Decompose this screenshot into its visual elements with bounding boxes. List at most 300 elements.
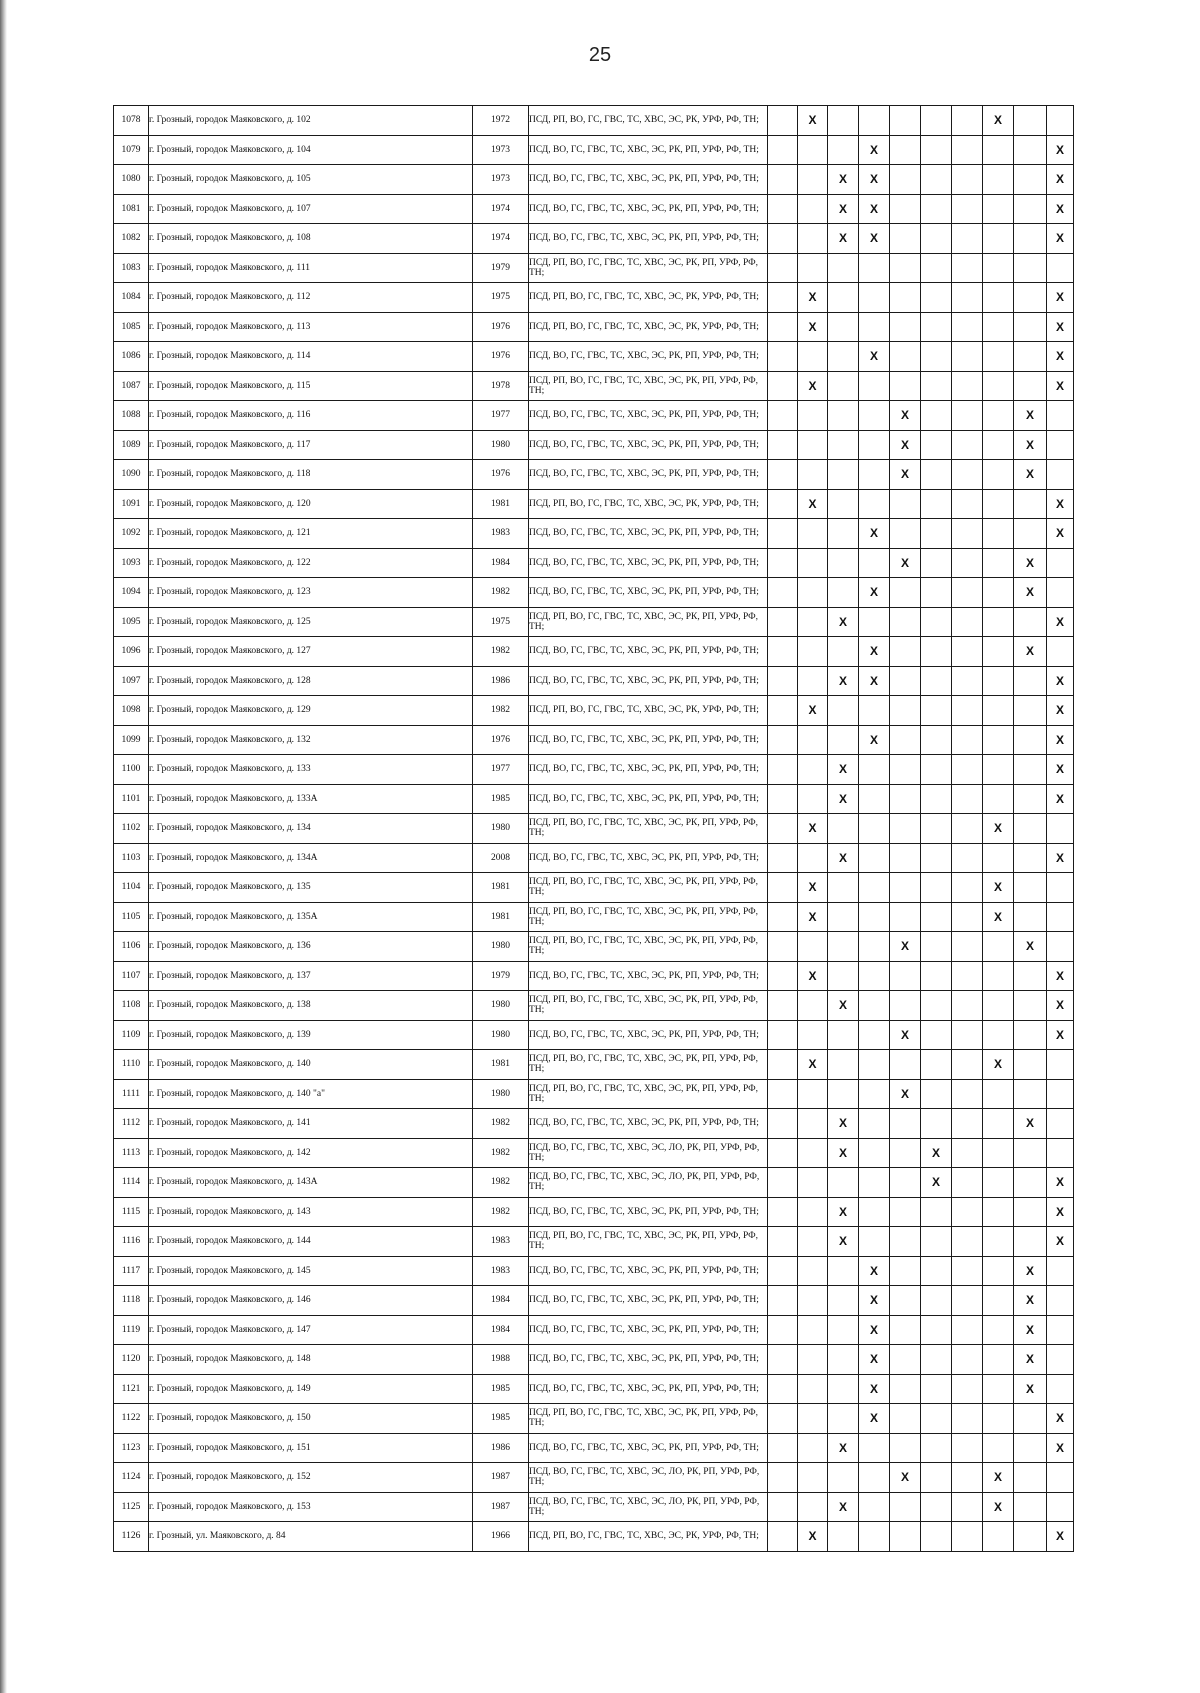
row-mark-cell xyxy=(798,430,828,460)
row-mark-cell xyxy=(798,637,828,667)
row-mark-cell xyxy=(983,283,1014,313)
row-year: 1980 xyxy=(473,430,529,460)
row-mark-cell xyxy=(1014,873,1047,903)
scan-edge-shadow xyxy=(0,0,7,1693)
row-year: 1979 xyxy=(473,253,529,283)
row-address: г. Грозный, городок Маяковского, д. 122 xyxy=(149,548,473,578)
row-address: г. Грозный, городок Маяковского, д. 145 xyxy=(149,1256,473,1286)
row-mark-cell: X xyxy=(828,1227,859,1257)
row-mark-cell xyxy=(1014,725,1047,755)
table-row xyxy=(114,194,1074,224)
table-row xyxy=(114,1463,1074,1493)
row-mark-cell xyxy=(859,1227,890,1257)
row-mark-cell: X xyxy=(1047,135,1074,165)
row-mark-cell xyxy=(983,932,1014,962)
row-mark-cell: X xyxy=(1014,1315,1047,1345)
row-mark-cell xyxy=(890,1109,921,1139)
row-mark-cell xyxy=(768,991,798,1021)
row-mark-cell xyxy=(983,1079,1014,1109)
row-mark-cell xyxy=(768,106,798,136)
row-mark-cell xyxy=(952,784,983,814)
row-mark-cell: X xyxy=(1014,430,1047,460)
row-number: 1096 xyxy=(114,637,149,667)
row-mark-cell xyxy=(828,961,859,991)
row-mark-cell: X xyxy=(890,401,921,431)
row-mark-cell xyxy=(798,548,828,578)
row-mark-cell xyxy=(921,1345,952,1375)
row-mark-cell xyxy=(952,725,983,755)
row-mark-cell xyxy=(983,224,1014,254)
row-mark-cell xyxy=(890,371,921,401)
row-mark-cell xyxy=(1047,1138,1074,1168)
row-mark-cell xyxy=(828,725,859,755)
row-mark-cell xyxy=(768,1079,798,1109)
row-mark-cell xyxy=(768,135,798,165)
row-mark-cell: X xyxy=(798,312,828,342)
row-mark-cell xyxy=(952,1345,983,1375)
row-works-list: ПСД, ВО, ГС, ГВС, ТС, ХВС, ЭС, РК, РП, УРФ, РФ, ТН; xyxy=(529,224,768,254)
table-row xyxy=(114,814,1074,844)
row-mark-cell xyxy=(798,224,828,254)
row-mark-cell xyxy=(1047,1079,1074,1109)
row-mark-cell xyxy=(952,135,983,165)
row-mark-cell: X xyxy=(890,430,921,460)
row-mark-cell: X xyxy=(798,283,828,313)
row-mark-cell xyxy=(768,194,798,224)
row-mark-cell xyxy=(921,224,952,254)
row-mark-cell xyxy=(921,1315,952,1345)
row-mark-cell xyxy=(890,1492,921,1522)
row-year: 1973 xyxy=(473,165,529,195)
row-mark-cell xyxy=(983,1315,1014,1345)
row-works-list: ПСД, РП, ВО, ГС, ГВС, ТС, ХВС, ЭС, РК, РП, УРФ, РФ, ТН; xyxy=(529,932,768,962)
row-number: 1121 xyxy=(114,1374,149,1404)
row-address: г. Грозный, городок Маяковского, д. 121 xyxy=(149,519,473,549)
row-mark-cell xyxy=(921,1286,952,1316)
row-mark-cell xyxy=(1014,755,1047,785)
row-year: 1976 xyxy=(473,460,529,490)
row-mark-cell: X xyxy=(859,135,890,165)
row-mark-cell xyxy=(768,312,798,342)
row-mark-cell xyxy=(1014,371,1047,401)
row-mark-cell xyxy=(983,666,1014,696)
table-row xyxy=(114,283,1074,313)
row-mark-cell xyxy=(828,548,859,578)
row-works-list: ПСД, ВО, ГС, ГВС, ТС, ХВС, ЭС, РК, РП, УРФ, РФ, ТН; xyxy=(529,1286,768,1316)
row-mark-cell: X xyxy=(1047,755,1074,785)
row-mark-cell xyxy=(859,106,890,136)
row-mark-cell: X xyxy=(890,1020,921,1050)
table-row xyxy=(114,1138,1074,1168)
row-mark-cell: X xyxy=(859,1374,890,1404)
row-mark-cell xyxy=(1047,1286,1074,1316)
row-mark-cell xyxy=(798,1404,828,1434)
row-mark-cell: X xyxy=(1047,224,1074,254)
row-mark-cell xyxy=(952,1109,983,1139)
row-mark-cell xyxy=(798,1492,828,1522)
row-address: г. Грозный, городок Маяковского, д. 138 xyxy=(149,991,473,1021)
row-mark-cell xyxy=(952,873,983,903)
row-mark-cell xyxy=(1014,814,1047,844)
row-mark-cell xyxy=(828,1050,859,1080)
table-row xyxy=(114,1109,1074,1139)
row-mark-cell xyxy=(921,1404,952,1434)
row-mark-cell xyxy=(983,1168,1014,1198)
row-mark-cell: X xyxy=(1014,1109,1047,1139)
row-number: 1089 xyxy=(114,430,149,460)
table-body xyxy=(114,106,1074,1552)
row-mark-cell xyxy=(952,430,983,460)
row-mark-cell: X xyxy=(828,666,859,696)
row-address: г. Грозный, городок Маяковского, д. 135А xyxy=(149,902,473,932)
row-mark-cell xyxy=(890,666,921,696)
row-mark-cell xyxy=(768,371,798,401)
row-mark-cell xyxy=(768,814,798,844)
row-number: 1126 xyxy=(114,1522,149,1552)
row-address: г. Грозный, городок Маяковского, д. 128 xyxy=(149,666,473,696)
row-mark-cell xyxy=(859,932,890,962)
row-mark-cell xyxy=(1047,1256,1074,1286)
row-mark-cell: X xyxy=(983,902,1014,932)
row-mark-cell xyxy=(921,1256,952,1286)
row-mark-cell xyxy=(921,814,952,844)
row-mark-cell xyxy=(1014,165,1047,195)
table-row xyxy=(114,342,1074,372)
row-year: 1981 xyxy=(473,902,529,932)
page-number: 25 xyxy=(588,44,612,66)
row-number: 1123 xyxy=(114,1433,149,1463)
row-mark-cell xyxy=(798,460,828,490)
row-works-list: ПСД, РП, ВО, ГС, ГВС, ТС, ХВС, ЭС, РК, РП, УРФ, РФ, ТН; xyxy=(529,1079,768,1109)
row-year: 1980 xyxy=(473,991,529,1021)
row-mark-cell xyxy=(828,637,859,667)
row-number: 1120 xyxy=(114,1345,149,1375)
row-mark-cell xyxy=(798,1433,828,1463)
row-mark-cell xyxy=(890,224,921,254)
row-mark-cell: X xyxy=(859,194,890,224)
row-works-list: ПСД, ВО, ГС, ГВС, ТС, ХВС, ЭС, РК, РП, УРФ, РФ, ТН; xyxy=(529,342,768,372)
row-mark-cell xyxy=(983,135,1014,165)
row-mark-cell: X xyxy=(1014,460,1047,490)
row-mark-cell: X xyxy=(1047,1197,1074,1227)
row-address: г. Грозный, городок Маяковского, д. 112 xyxy=(149,283,473,313)
row-address: г. Грозный, городок Маяковского, д. 116 xyxy=(149,401,473,431)
row-mark-cell xyxy=(983,489,1014,519)
row-mark-cell xyxy=(798,165,828,195)
row-mark-cell: X xyxy=(1047,961,1074,991)
row-mark-cell xyxy=(952,1286,983,1316)
row-mark-cell: X xyxy=(1047,312,1074,342)
row-mark-cell xyxy=(1014,961,1047,991)
row-mark-cell xyxy=(768,1109,798,1139)
row-mark-cell: X xyxy=(798,696,828,726)
row-mark-cell xyxy=(983,1109,1014,1139)
table-row xyxy=(114,1168,1074,1198)
row-mark-cell xyxy=(890,135,921,165)
row-year: 1988 xyxy=(473,1345,529,1375)
row-mark-cell xyxy=(921,1374,952,1404)
row-mark-cell xyxy=(921,637,952,667)
row-number: 1081 xyxy=(114,194,149,224)
row-year: 1982 xyxy=(473,1197,529,1227)
row-mark-cell: X xyxy=(1047,1227,1074,1257)
row-mark-cell xyxy=(1014,1404,1047,1434)
table-row xyxy=(114,607,1074,637)
row-mark-cell xyxy=(859,873,890,903)
row-mark-cell xyxy=(890,637,921,667)
row-year: 1984 xyxy=(473,1315,529,1345)
row-mark-cell xyxy=(828,902,859,932)
row-mark-cell xyxy=(1047,401,1074,431)
row-year: 1984 xyxy=(473,1286,529,1316)
table-row xyxy=(114,1197,1074,1227)
row-mark-cell xyxy=(952,961,983,991)
row-mark-cell xyxy=(859,548,890,578)
row-mark-cell xyxy=(1047,578,1074,608)
row-mark-cell xyxy=(1047,1492,1074,1522)
row-mark-cell: X xyxy=(1014,637,1047,667)
row-mark-cell xyxy=(952,1315,983,1345)
row-mark-cell xyxy=(983,607,1014,637)
row-mark-cell xyxy=(983,312,1014,342)
row-number: 1095 xyxy=(114,607,149,637)
table-row xyxy=(114,371,1074,401)
row-mark-cell xyxy=(1014,1079,1047,1109)
row-address: г. Грозный, городок Маяковского, д. 147 xyxy=(149,1315,473,1345)
row-mark-cell xyxy=(952,666,983,696)
row-mark-cell: X xyxy=(1047,696,1074,726)
row-mark-cell xyxy=(890,342,921,372)
row-works-list: ПСД, ВО, ГС, ГВС, ТС, ХВС, ЭС, РК, РП, УРФ, РФ, ТН; xyxy=(529,1197,768,1227)
row-mark-cell xyxy=(1014,519,1047,549)
row-year: 1985 xyxy=(473,784,529,814)
row-mark-cell xyxy=(828,342,859,372)
table-row xyxy=(114,312,1074,342)
row-mark-cell xyxy=(983,784,1014,814)
row-works-list: ПСД, ВО, ГС, ГВС, ТС, ХВС, ЭС, РК, РП, УРФ, РФ, ТН; xyxy=(529,784,768,814)
table-row xyxy=(114,1020,1074,1050)
row-mark-cell: X xyxy=(1047,784,1074,814)
row-number: 1111 xyxy=(114,1079,149,1109)
row-works-list: ПСД, ВО, ГС, ГВС, ТС, ХВС, ЭС, РК, РП, УРФ, РФ, ТН; xyxy=(529,460,768,490)
row-mark-cell: X xyxy=(1014,578,1047,608)
row-works-list: ПСД, ВО, ГС, ГВС, ТС, ХВС, ЭС, РК, РП, УРФ, РФ, ТН; xyxy=(529,725,768,755)
row-address: г. Грозный, городок Маяковского, д. 140 xyxy=(149,1050,473,1080)
row-mark-cell: X xyxy=(798,902,828,932)
row-works-list: ПСД, ВО, ГС, ГВС, ТС, ХВС, ЭС, РК, РП, УРФ, РФ, ТН; xyxy=(529,578,768,608)
row-number: 1097 xyxy=(114,666,149,696)
row-mark-cell xyxy=(798,1286,828,1316)
row-mark-cell: X xyxy=(1047,843,1074,873)
row-mark-cell xyxy=(983,1433,1014,1463)
row-mark-cell: X xyxy=(1047,1522,1074,1552)
row-mark-cell: X xyxy=(798,371,828,401)
row-mark-cell xyxy=(1014,1492,1047,1522)
row-number: 1125 xyxy=(114,1492,149,1522)
row-mark-cell xyxy=(983,460,1014,490)
row-mark-cell xyxy=(1014,135,1047,165)
table-row xyxy=(114,460,1074,490)
row-mark-cell xyxy=(768,1020,798,1050)
row-address: г. Грозный, городок Маяковского, д. 129 xyxy=(149,696,473,726)
row-mark-cell xyxy=(890,1404,921,1434)
row-mark-cell xyxy=(798,519,828,549)
row-mark-cell xyxy=(1047,1109,1074,1139)
row-mark-cell xyxy=(921,1522,952,1552)
row-mark-cell xyxy=(921,1492,952,1522)
row-number: 1087 xyxy=(114,371,149,401)
row-number: 1110 xyxy=(114,1050,149,1080)
table-row xyxy=(114,135,1074,165)
row-works-list: ПСД, РП, ВО, ГС, ГВС, ТС, ХВС, ЭС, РК, РП, УРФ, РФ, ТН; xyxy=(529,814,768,844)
row-year: 2008 xyxy=(473,843,529,873)
row-works-list: ПСД, РП, ВО, ГС, ГВС, ТС, ХВС, ЭС, РК, УРФ, РФ, ТН; xyxy=(529,696,768,726)
row-mark-cell xyxy=(921,489,952,519)
row-mark-cell xyxy=(921,342,952,372)
row-works-list: ПСД, ВО, ГС, ГВС, ТС, ХВС, ЭС, РК, РП, УРФ, РФ, ТН; xyxy=(529,194,768,224)
row-mark-cell xyxy=(859,991,890,1021)
row-mark-cell xyxy=(1047,637,1074,667)
row-mark-cell xyxy=(983,548,1014,578)
row-mark-cell xyxy=(921,283,952,313)
row-mark-cell: X xyxy=(1047,607,1074,637)
row-mark-cell xyxy=(798,991,828,1021)
row-mark-cell xyxy=(890,194,921,224)
row-mark-cell xyxy=(768,1492,798,1522)
row-mark-cell xyxy=(952,1522,983,1552)
row-mark-cell xyxy=(768,784,798,814)
row-mark-cell: X xyxy=(983,1463,1014,1493)
row-mark-cell xyxy=(859,489,890,519)
row-address: г. Грозный, городок Маяковского, д. 108 xyxy=(149,224,473,254)
row-mark-cell xyxy=(1014,106,1047,136)
row-number: 1094 xyxy=(114,578,149,608)
row-mark-cell xyxy=(921,696,952,726)
table-row xyxy=(114,784,1074,814)
row-mark-cell xyxy=(768,1463,798,1493)
row-works-list: ПСД, РП, ВО, ГС, ГВС, ТС, ХВС, ЭС, РК, УРФ, РФ, ТН; xyxy=(529,1522,768,1552)
row-address: г. Грозный, ул. Маяковского, д. 84 xyxy=(149,1522,473,1552)
row-mark-cell xyxy=(952,755,983,785)
row-mark-cell xyxy=(921,371,952,401)
row-works-list: ПСД, ВО, ГС, ГВС, ТС, ХВС, ЭС, РК, РП, УРФ, РФ, ТН; xyxy=(529,1374,768,1404)
row-mark-cell xyxy=(952,165,983,195)
row-mark-cell xyxy=(768,755,798,785)
row-mark-cell xyxy=(983,1345,1014,1375)
row-mark-cell xyxy=(768,1433,798,1463)
row-mark-cell xyxy=(828,283,859,313)
row-address: г. Грозный, городок Маяковского, д. 123 xyxy=(149,578,473,608)
row-mark-cell xyxy=(952,253,983,283)
row-works-list: ПСД, РП, ВО, ГС, ГВС, ТС, ХВС, ЭС, РК, РП, УРФ, РФ, ТН; xyxy=(529,991,768,1021)
row-address: г. Грозный, городок Маяковского, д. 135 xyxy=(149,873,473,903)
row-address: г. Грозный, городок Маяковского, д. 149 xyxy=(149,1374,473,1404)
row-mark-cell xyxy=(921,578,952,608)
row-mark-cell xyxy=(921,135,952,165)
row-mark-cell xyxy=(768,637,798,667)
row-mark-cell xyxy=(952,1463,983,1493)
row-address: г. Грозный, городок Маяковского, д. 148 xyxy=(149,1345,473,1375)
table-row xyxy=(114,401,1074,431)
row-mark-cell xyxy=(828,1286,859,1316)
row-year: 1975 xyxy=(473,283,529,313)
row-mark-cell xyxy=(952,578,983,608)
row-address: г. Грозный, городок Маяковского, д. 134А xyxy=(149,843,473,873)
row-mark-cell xyxy=(768,1227,798,1257)
row-mark-cell xyxy=(983,371,1014,401)
row-mark-cell xyxy=(1047,1315,1074,1345)
row-mark-cell xyxy=(890,578,921,608)
row-mark-cell xyxy=(1014,696,1047,726)
row-year: 1983 xyxy=(473,519,529,549)
row-mark-cell: X xyxy=(828,1492,859,1522)
table-row xyxy=(114,578,1074,608)
row-mark-cell xyxy=(952,489,983,519)
row-mark-cell xyxy=(890,1433,921,1463)
row-mark-cell xyxy=(921,519,952,549)
row-mark-cell xyxy=(1014,1197,1047,1227)
row-mark-cell xyxy=(921,1197,952,1227)
row-mark-cell xyxy=(983,1197,1014,1227)
row-mark-cell: X xyxy=(890,460,921,490)
row-address: г. Грозный, городок Маяковского, д. 151 xyxy=(149,1433,473,1463)
table-row xyxy=(114,224,1074,254)
row-mark-cell xyxy=(1047,430,1074,460)
row-year: 1981 xyxy=(473,1050,529,1080)
row-number: 1102 xyxy=(114,814,149,844)
row-number: 1079 xyxy=(114,135,149,165)
row-mark-cell xyxy=(828,106,859,136)
row-mark-cell xyxy=(952,342,983,372)
row-number: 1115 xyxy=(114,1197,149,1227)
row-address: г. Грозный, городок Маяковского, д. 120 xyxy=(149,489,473,519)
row-year: 1983 xyxy=(473,1256,529,1286)
row-mark-cell: X xyxy=(983,1492,1014,1522)
row-mark-cell: X xyxy=(798,1522,828,1552)
row-mark-cell xyxy=(890,1227,921,1257)
row-mark-cell xyxy=(798,342,828,372)
row-mark-cell xyxy=(1014,1522,1047,1552)
row-mark-cell xyxy=(921,312,952,342)
row-address: г. Грозный, городок Маяковского, д. 141 xyxy=(149,1109,473,1139)
row-number: 1084 xyxy=(114,283,149,313)
row-number: 1114 xyxy=(114,1168,149,1198)
row-mark-cell xyxy=(890,1256,921,1286)
row-mark-cell xyxy=(828,696,859,726)
row-mark-cell xyxy=(921,991,952,1021)
row-mark-cell: X xyxy=(798,873,828,903)
table-row xyxy=(114,725,1074,755)
table-row xyxy=(114,1227,1074,1257)
row-mark-cell xyxy=(798,784,828,814)
row-mark-cell xyxy=(890,696,921,726)
row-mark-cell xyxy=(890,106,921,136)
table-row xyxy=(114,902,1074,932)
row-mark-cell: X xyxy=(828,224,859,254)
row-works-list: ПСД, ВО, ГС, ГВС, ТС, ХВС, ЭС, РК, РП, УРФ, РФ, ТН; xyxy=(529,843,768,873)
row-year: 1982 xyxy=(473,1109,529,1139)
row-mark-cell xyxy=(890,489,921,519)
row-mark-cell: X xyxy=(1047,991,1074,1021)
row-mark-cell xyxy=(1014,283,1047,313)
row-mark-cell xyxy=(768,1168,798,1198)
row-mark-cell xyxy=(1014,253,1047,283)
row-year: 1980 xyxy=(473,1020,529,1050)
row-address: г. Грозный, городок Маяковского, д. 104 xyxy=(149,135,473,165)
row-mark-cell: X xyxy=(859,725,890,755)
row-mark-cell xyxy=(798,1374,828,1404)
row-works-list: ПСД, ВО, ГС, ГВС, ТС, ХВС, ЭС, РК, РП, УРФ, РФ, ТН; xyxy=(529,1315,768,1345)
